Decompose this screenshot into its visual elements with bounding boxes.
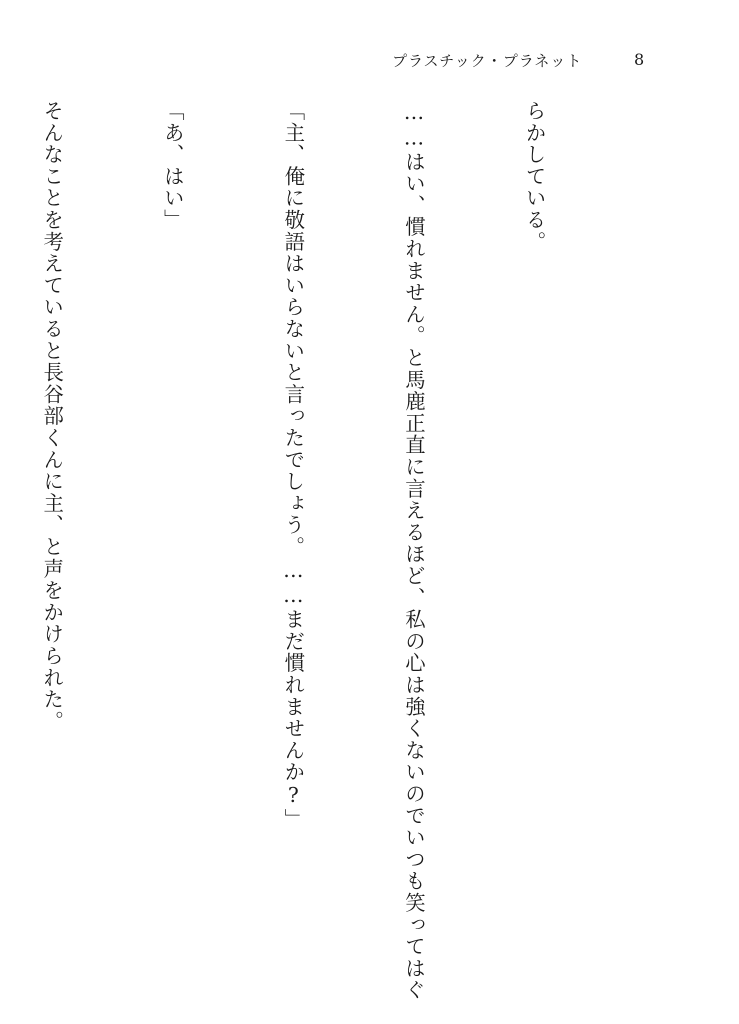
body-text (0, 100, 635, 1001)
running-title: プラスチック・プラネット (392, 52, 583, 70)
text-line: 「主、俺に敬語はいらないと言ったでしょう。……まだ慣れませんか?」 (281, 100, 306, 831)
text-line: 「あ、はい」 (160, 100, 185, 231)
page-number: 8 (634, 50, 645, 69)
page-header (0, 50, 739, 80)
text-line: そんなことを考えていると長谷部くんに主、と声をかけられた。 (40, 100, 65, 733)
text-line: らかしている。 (522, 100, 547, 253)
text-line: ……はい、慣れません。と馬鹿正直に言えるほど、私の心は強くないのでいつも笑ってはぐ (401, 100, 426, 1001)
